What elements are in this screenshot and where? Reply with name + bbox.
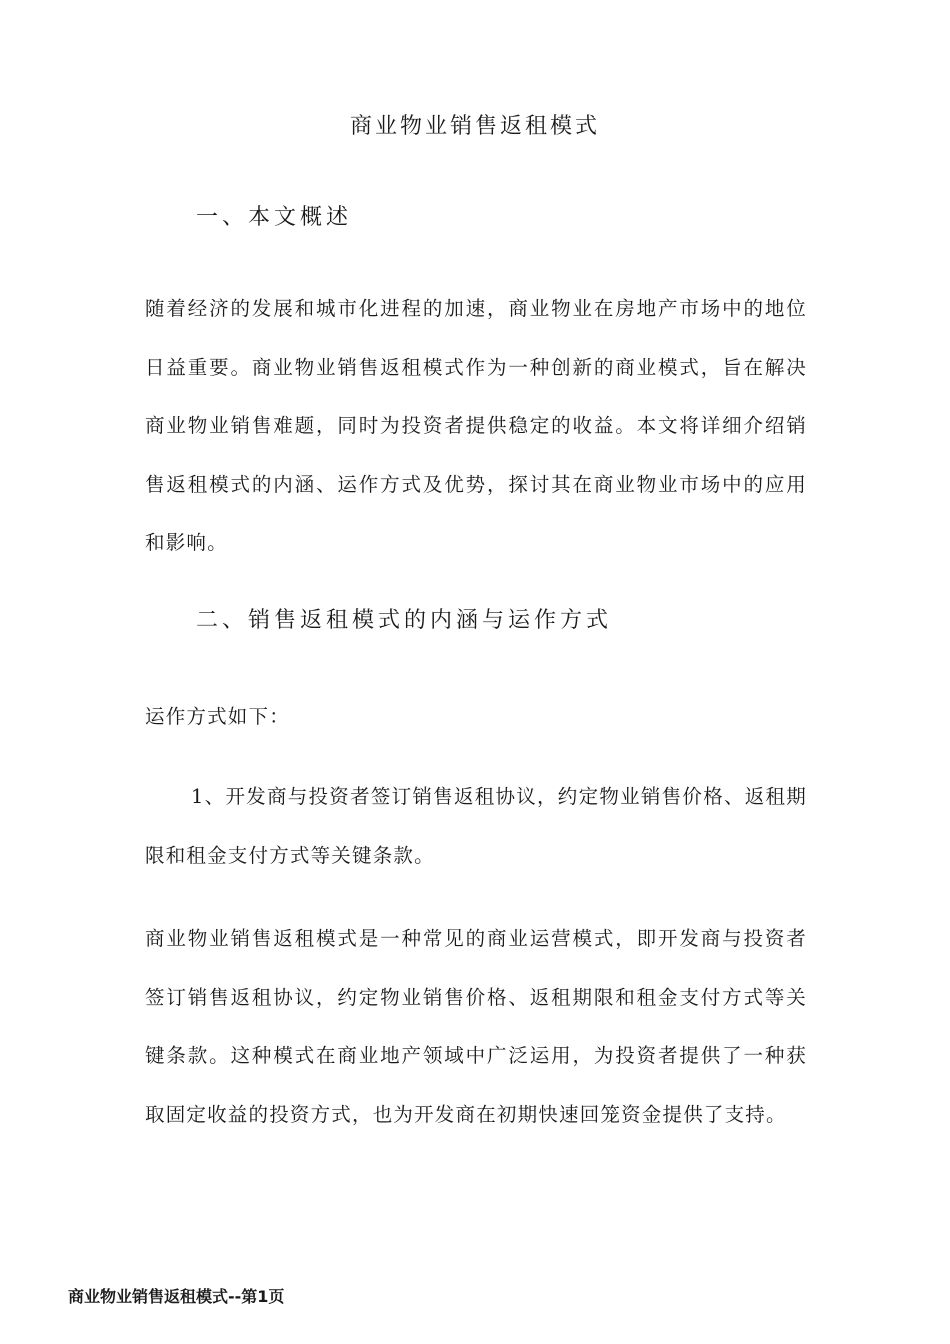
page-footer: 商业物业销售返租模式--第1页 [68, 1287, 285, 1306]
section-heading-overview: 一、本文概述 [196, 205, 353, 230]
section-heading-mechanism: 二、销售返租模式的内涵与运作方式 [196, 608, 613, 633]
operation-list-item-1: 1、开发商与投资者签订销售返租协议，约定物业销售价格、返租期限和租金支付方式等关键条款。 [145, 785, 807, 867]
mechanism-paragraph: 商业物业销售返租模式是一种常见的商业运营模式，即开发商与投资者签订销售返租协议，约定物业销售价格、返租期限和租金支付方式等关键条款。这种模式在商业地产领域中广泛运用，为投资者提供了一种获取固定收益的投资方式，也为开发商在初期快速回笼资金提供了支持。 [145, 927, 807, 1126]
operation-intro: 运作方式如下： [145, 705, 290, 728]
overview-paragraph: 随着经济的发展和城市化进程的加速，商业物业在房地产市场中的地位日益重要。商业物业销售返租模式作为一种创新的商业模式，旨在解决商业物业销售难题，同时为投资者提供稳定的收益。本文将详细介绍销售返租模式的内涵、运作方式及优势，探讨其在商业物业市场中的应用和影响。 [145, 297, 807, 554]
document-title: 商业物业销售返租模式 [349, 114, 600, 139]
